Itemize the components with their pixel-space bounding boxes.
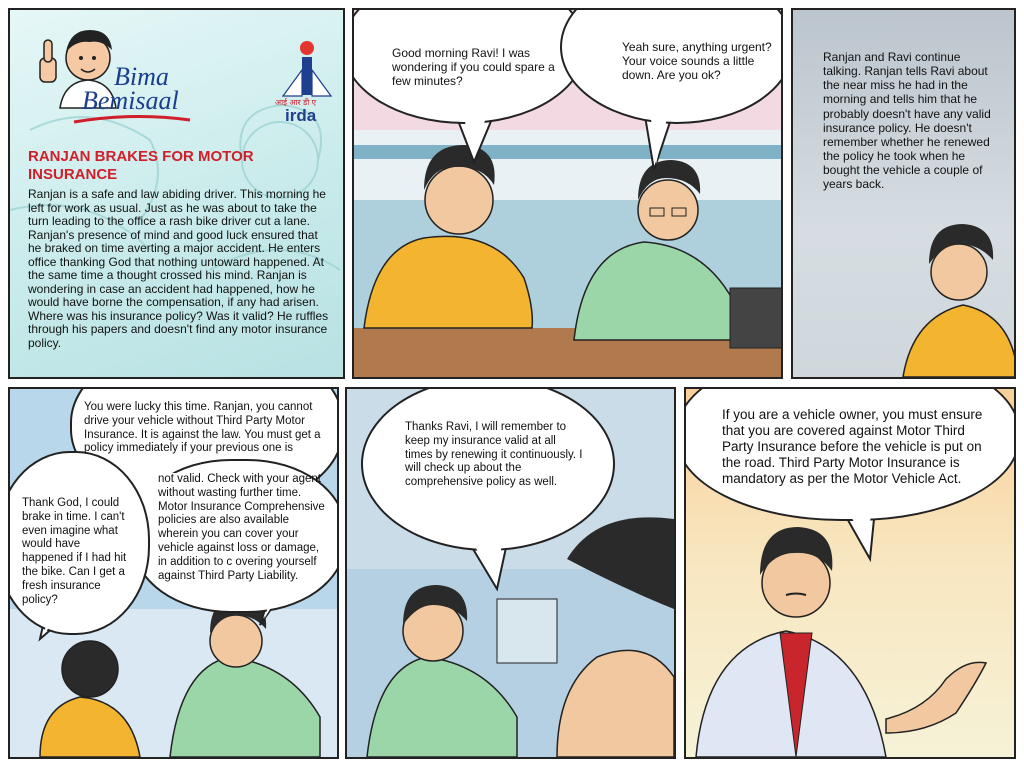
panel-conclusion bbox=[684, 387, 1016, 759]
brand-line-2: Bemisaal bbox=[82, 86, 179, 115]
ravi-reply-text: Yeah sure, anything urgent? Your voice sounds a little down. Are you ok? bbox=[622, 40, 772, 83]
panel-thanks bbox=[345, 387, 676, 759]
ravi-advice-text-bottom: not valid. Check with your agent without wasting further time. Motor Insurance Comprehensive policies are also available wherein you can cover your vehicle against loss or damage, in addition to c overing yourself against Third Party Liability. bbox=[158, 473, 325, 582]
irda-hindi-label: आई आर डी ए bbox=[275, 98, 316, 107]
narration-caption: Ranjan and Ravi continue talking. Ranjan tells Ravi about the near miss he had in the morning and tells him that he probably doesn't have any valid insurance policy. He doesn't remember whether he renewed the policy he took when he bought the vehicle a couple of years back. bbox=[823, 50, 991, 192]
story-intro-text: Ranjan is a safe and law abiding driver. This morning he left for work as usual. Just as he was about to take the turn leading to the office a rash bike driver cut a lane. Ranjan's presence of mind and good luck ensured that he braked on time averting a major accident. He enters office thanking God that nothing untoward happened. At the same time a thought crossed his mind. Ranjan is wondering in case an accident had happened, how he would have borne the compensation, if any had arisen. Where was his insurance policy? Was it valid? He ruffles through his papers and doesn't find any motor insurance policy. bbox=[28, 187, 329, 351]
ranjan-greeting-text: Good morning Ravi! I was wondering if you could spare a few minutes? bbox=[392, 46, 555, 89]
panel-advice bbox=[8, 387, 339, 759]
ranjan-thanks-text: Thanks Ravi, I will remember to keep my insurance valid at all times by renewing it continuously. I will check up about the comprehensive policy as well. bbox=[405, 421, 583, 489]
presenter-message-text: If you are a vehicle owner, you must ensure that you are covered against Motor Third Party Insurance before the vehicle is put on the road. Third Party Motor Insurance is mandatory as per the Motor Vehicle Act. bbox=[722, 407, 983, 486]
brand-line-1: Bima bbox=[114, 62, 169, 91]
panel-intro bbox=[8, 8, 345, 379]
story-title-line-1: RANJAN BRAKES FOR MOTOR bbox=[28, 148, 254, 165]
panel-office-greeting bbox=[352, 8, 783, 379]
panel-narration bbox=[791, 8, 1016, 379]
ranjan-question-text: Thank God, I could brake in time. I can't even imagine what would have happened if I had hit the bike. Can I get a fresh insurance policy? bbox=[22, 497, 127, 606]
ravi-advice-text-top: You were lucky this time. Ranjan, you cannot drive your vehicle without Third Party Motor Insurance. It is against the law. You must get a policy immediately if your previous one is bbox=[84, 401, 321, 455]
brand-underline-swoosh bbox=[72, 114, 192, 126]
irda-logo bbox=[277, 40, 337, 127]
irda-label: irda bbox=[285, 106, 317, 125]
story-title-line-2: INSURANCE bbox=[28, 166, 118, 183]
